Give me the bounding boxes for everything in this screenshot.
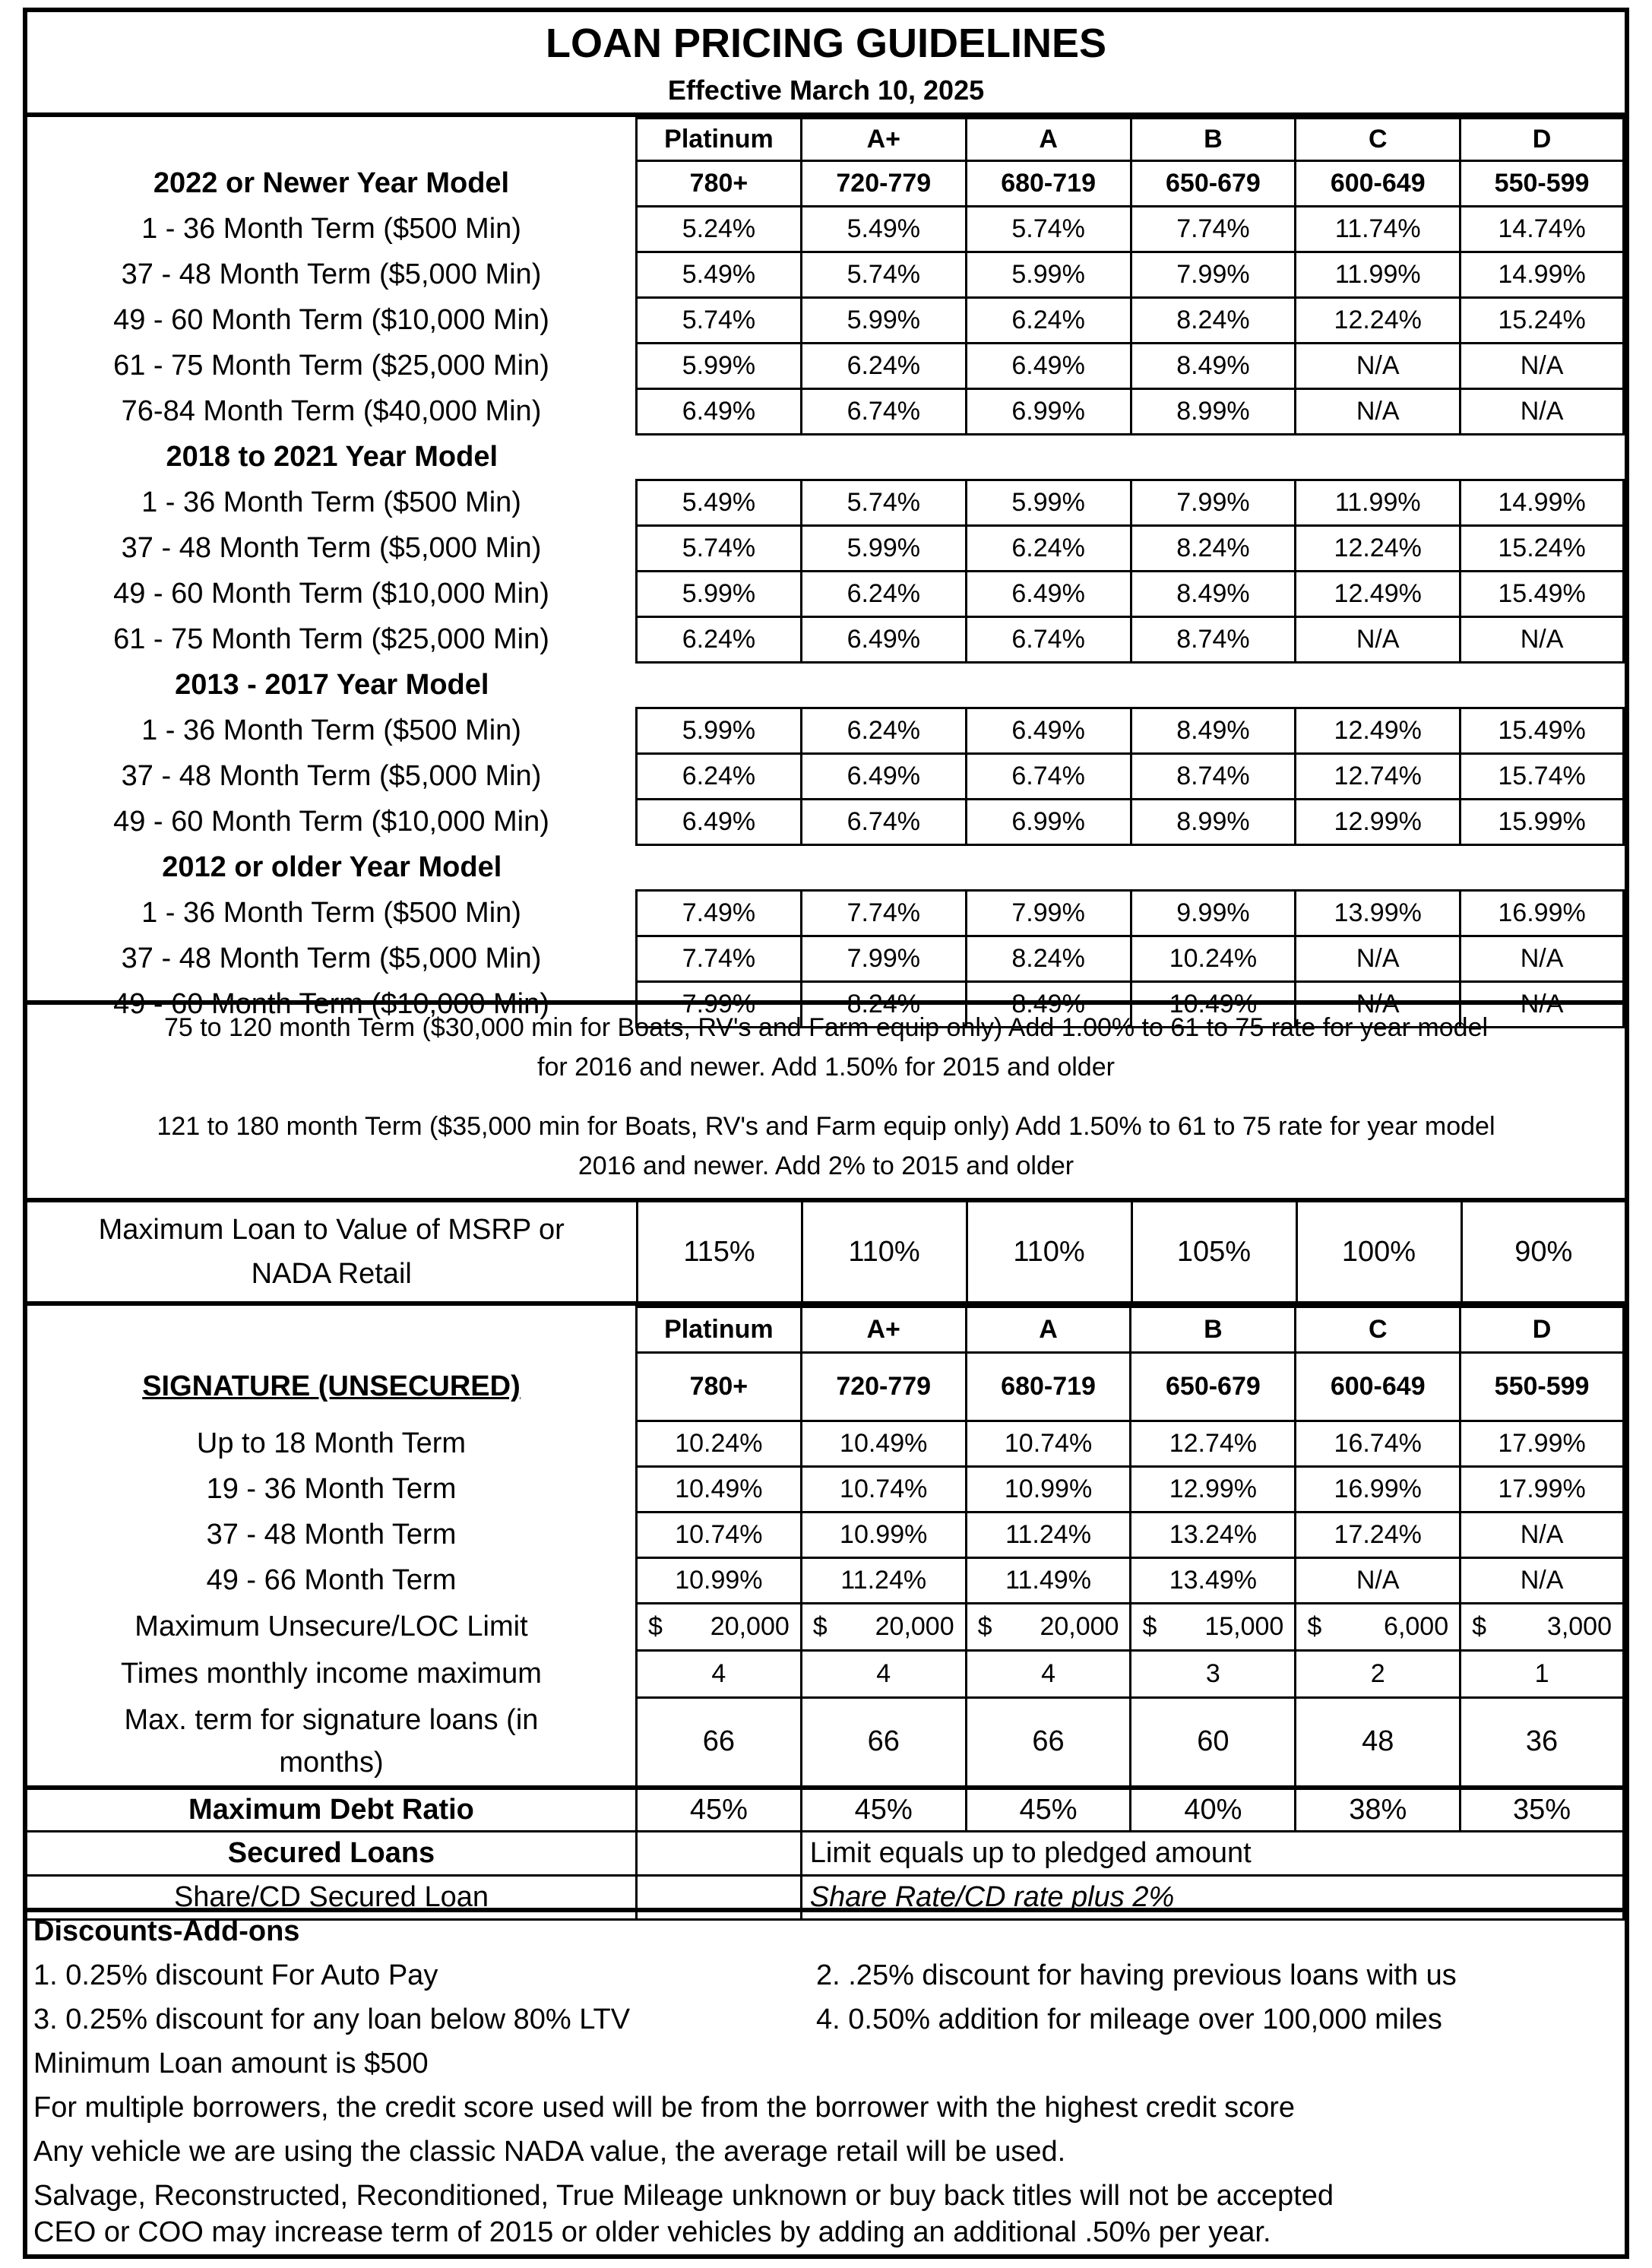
secured-loans-label: Secured Loans xyxy=(27,1832,636,1876)
tier-header: C xyxy=(1296,119,1461,161)
rate-cell: 7.74% xyxy=(1131,207,1296,252)
rate-cell: 11.24% xyxy=(966,1513,1131,1558)
ltv-label-line: Maximum Loan to Value of MSRP or xyxy=(98,1214,565,1246)
rate-cell: 5.99% xyxy=(966,480,1131,526)
rate-cell: N/A xyxy=(1296,389,1461,435)
rate-cell: N/A xyxy=(1296,936,1461,982)
blank-cell xyxy=(966,845,1131,891)
debt-ratio-label: Maximum Debt Ratio xyxy=(27,1788,636,1832)
score-range-header: 780+ xyxy=(637,161,802,207)
rate-cell: 8.24% xyxy=(1131,298,1296,344)
max-term-value: 66 xyxy=(801,1698,966,1788)
rate-cell: 6.24% xyxy=(966,298,1131,344)
rate-cell: 6.49% xyxy=(966,344,1131,389)
blank-cell xyxy=(1296,845,1461,891)
rate-cell: 15.49% xyxy=(1461,572,1624,617)
table-row xyxy=(27,1421,1624,1467)
limit-value: 6,000 xyxy=(1384,1612,1449,1641)
rate-cell: 15.49% xyxy=(1461,708,1624,754)
term-label: 61 - 75 Month Term ($25,000 Min) xyxy=(113,350,549,382)
rate-cell: N/A xyxy=(1461,617,1624,663)
rate-cell: 12.99% xyxy=(1131,1467,1296,1513)
currency-symbol: $ xyxy=(1307,1612,1322,1641)
rate-cell: 15.24% xyxy=(1461,526,1624,572)
term-label: 19 - 36 Month Term xyxy=(206,1473,457,1505)
ltv-table xyxy=(27,1202,1625,1301)
section-heading: 2022 or Newer Year Model xyxy=(153,167,510,199)
currency-symbol: $ xyxy=(647,1612,663,1641)
rate-cell: 6.74% xyxy=(801,800,966,845)
ltv-value: 115% xyxy=(637,1202,802,1301)
rate-cell: 15.99% xyxy=(1461,800,1624,845)
term-label: 49 - 60 Month Term ($10,000 Min) xyxy=(113,988,549,1020)
rate-cell: 17.99% xyxy=(1461,1421,1624,1467)
note-line: Salvage, Reconstructed, Reconditioned, True Mileage unknown or buy back titles will not be accepted xyxy=(33,2180,1334,2212)
rate-cell: N/A xyxy=(1296,344,1461,389)
blank-cell xyxy=(637,435,802,480)
ltv-value: 110% xyxy=(967,1202,1131,1301)
rate-cell: 10.24% xyxy=(1131,936,1296,982)
ltv-value: 100% xyxy=(1296,1202,1461,1301)
rate-cell: 5.74% xyxy=(801,480,966,526)
table-row xyxy=(27,1513,1624,1558)
discount-item: 3. 0.25% discount for any loan below 80% LTV xyxy=(33,2004,631,2035)
blank-cell xyxy=(1461,845,1624,891)
limit-cell xyxy=(966,1604,1131,1651)
blank-cell xyxy=(1296,663,1461,708)
rate-cell: 8.74% xyxy=(1131,617,1296,663)
rate-cell: 6.49% xyxy=(801,754,966,800)
rate-cell: 16.99% xyxy=(1461,891,1624,936)
rate-cell: 6.74% xyxy=(801,389,966,435)
rate-cell: 5.99% xyxy=(637,708,802,754)
term-label: 76-84 Month Term ($40,000 Min) xyxy=(121,395,542,427)
table-row xyxy=(27,252,1624,298)
score-range-header: 600-649 xyxy=(1296,161,1461,207)
rate-cell: 10.99% xyxy=(636,1558,801,1604)
note-line: Any vehicle we are using the classic NADA value, the average retail will be used. xyxy=(33,2136,1066,2168)
tier-header: Platinum xyxy=(636,1307,801,1353)
rate-cell: 10.49% xyxy=(1131,982,1296,1028)
score-range-header: 720-779 xyxy=(801,1353,966,1421)
loan-pricing-document xyxy=(23,8,1629,2259)
rate-cell: 6.49% xyxy=(801,617,966,663)
max-term-label xyxy=(27,1698,636,1788)
long-term-note-2-line2: 2016 and newer. Add 2% to 2015 and older xyxy=(578,1151,1074,1180)
table-row xyxy=(27,1353,1624,1421)
table-row xyxy=(27,1698,1624,1788)
rate-cell: 9.99% xyxy=(1131,891,1296,936)
blank-cell xyxy=(27,119,637,161)
debt-ratio-value: 40% xyxy=(1131,1788,1296,1832)
ltv-label xyxy=(27,1202,637,1301)
rate-cell: 8.49% xyxy=(966,982,1131,1028)
debt-ratio-value: 35% xyxy=(1461,1788,1624,1832)
tier-header: Platinum xyxy=(637,119,802,161)
rate-cell: 14.99% xyxy=(1461,480,1624,526)
rate-cell: 11.49% xyxy=(966,1558,1131,1604)
rate-cell: 5.49% xyxy=(637,480,802,526)
rate-cell: 11.99% xyxy=(1296,480,1461,526)
rate-cell: N/A xyxy=(1296,1558,1461,1604)
table-row xyxy=(27,663,1624,708)
max-term-value: 66 xyxy=(636,1698,801,1788)
table-row xyxy=(27,1788,1624,1832)
table-row xyxy=(27,708,1624,754)
rate-cell: 15.24% xyxy=(1461,298,1624,344)
term-label: 61 - 75 Month Term ($25,000 Min) xyxy=(113,623,549,655)
term-label: Up to 18 Month Term xyxy=(196,1427,467,1459)
blank-cell xyxy=(1131,845,1296,891)
currency-symbol: $ xyxy=(1142,1612,1157,1641)
rate-cell: 8.24% xyxy=(1131,526,1296,572)
rate-cell: 12.24% xyxy=(1296,298,1461,344)
limit-cell xyxy=(1131,1604,1296,1651)
table-row xyxy=(27,119,1624,161)
rate-cell: 8.49% xyxy=(1131,572,1296,617)
ltv-value: 110% xyxy=(802,1202,967,1301)
divider xyxy=(27,1908,1625,1912)
rate-cell: 7.74% xyxy=(801,891,966,936)
term-label: 37 - 48 Month Term ($5,000 Min) xyxy=(121,532,542,564)
limit-cell xyxy=(636,1604,801,1651)
rate-cell: 6.49% xyxy=(637,389,802,435)
rate-cell: 17.99% xyxy=(1461,1467,1624,1513)
rate-cell: N/A xyxy=(1461,936,1624,982)
currency-symbol: $ xyxy=(1472,1612,1487,1641)
rate-cell: 6.74% xyxy=(966,754,1131,800)
table-row xyxy=(27,1876,1624,1920)
rate-cell: 10.49% xyxy=(801,1421,966,1467)
table-row xyxy=(27,1558,1624,1604)
rate-cell: 10.74% xyxy=(801,1467,966,1513)
income-multiple: 3 xyxy=(1131,1651,1296,1698)
table-row xyxy=(27,1307,1624,1353)
table-row xyxy=(27,1832,1624,1876)
signature-rate-table xyxy=(27,1306,1625,1921)
table-row xyxy=(27,936,1624,982)
table-row xyxy=(27,1467,1624,1513)
score-range-header: 720-779 xyxy=(801,161,966,207)
term-label: 1 - 36 Month Term ($500 Min) xyxy=(141,213,521,245)
long-term-note-1-line2: for 2016 and newer. Add 1.50% for 2015 and older xyxy=(537,1053,1115,1082)
section-heading: 2018 to 2021 Year Model xyxy=(166,441,498,473)
rate-cell: 8.49% xyxy=(1131,344,1296,389)
blank-cell xyxy=(1461,435,1624,480)
rate-cell: 7.99% xyxy=(966,891,1131,936)
rate-cell: 6.99% xyxy=(966,800,1131,845)
rate-cell: 7.99% xyxy=(801,936,966,982)
term-label: 1 - 36 Month Term ($500 Min) xyxy=(141,714,521,746)
rate-cell: N/A xyxy=(1296,982,1461,1028)
term-label: 37 - 48 Month Term ($5,000 Min) xyxy=(121,760,542,792)
rate-cell: 5.49% xyxy=(801,207,966,252)
blank-cell xyxy=(27,1307,636,1353)
rate-cell: N/A xyxy=(1461,1513,1624,1558)
rate-cell: 10.24% xyxy=(636,1421,801,1467)
rate-cell: 13.99% xyxy=(1296,891,1461,936)
currency-symbol: $ xyxy=(812,1612,828,1641)
blank-cell xyxy=(1296,435,1461,480)
score-range-header: 550-599 xyxy=(1461,161,1624,207)
section-heading: 2013 - 2017 Year Model xyxy=(175,669,489,701)
blank-cell xyxy=(637,845,802,891)
rate-cell: 17.24% xyxy=(1296,1513,1461,1558)
term-label: 49 - 60 Month Term ($10,000 Min) xyxy=(113,806,549,838)
blank-cell xyxy=(636,1832,801,1876)
rate-cell: 6.24% xyxy=(637,617,802,663)
score-range-header: 780+ xyxy=(636,1353,801,1421)
limit-cell xyxy=(1296,1604,1461,1651)
rate-cell: 7.99% xyxy=(1131,252,1296,298)
table-row xyxy=(27,572,1624,617)
rate-cell: 14.99% xyxy=(1461,252,1624,298)
rate-cell: 6.74% xyxy=(966,617,1131,663)
score-range-header: 650-679 xyxy=(1131,161,1296,207)
rate-cell: 6.49% xyxy=(966,708,1131,754)
max-term-value: 60 xyxy=(1131,1698,1296,1788)
rate-cell: 12.74% xyxy=(1296,754,1461,800)
score-range-header: 680-719 xyxy=(966,1353,1131,1421)
tier-header: A xyxy=(966,119,1131,161)
rate-cell: 5.74% xyxy=(637,298,802,344)
rate-cell: 6.24% xyxy=(801,708,966,754)
term-label: 37 - 48 Month Term ($5,000 Min) xyxy=(121,942,542,974)
ltv-value: 105% xyxy=(1131,1202,1296,1301)
blank-cell xyxy=(1131,663,1296,708)
rate-cell: 15.74% xyxy=(1461,754,1624,800)
rate-cell: 8.99% xyxy=(1131,800,1296,845)
rate-cell: 5.74% xyxy=(966,207,1131,252)
term-label: 1 - 36 Month Term ($500 Min) xyxy=(141,897,521,929)
term-label: 37 - 48 Month Term ($5,000 Min) xyxy=(121,258,542,290)
score-range-header: 680-719 xyxy=(966,161,1131,207)
rate-cell: 5.74% xyxy=(801,252,966,298)
limit-value: 20,000 xyxy=(710,1612,790,1641)
limit-label: Maximum Unsecure/LOC Limit xyxy=(135,1611,528,1642)
section-heading: 2012 or older Year Model xyxy=(162,851,502,883)
income-multiple: 1 xyxy=(1461,1651,1624,1698)
rate-cell: 11.24% xyxy=(801,1558,966,1604)
rate-cell: 16.74% xyxy=(1296,1421,1461,1467)
rate-cell: 5.99% xyxy=(801,298,966,344)
rate-cell: 8.49% xyxy=(1131,708,1296,754)
rate-cell: 10.74% xyxy=(966,1421,1131,1467)
rate-cell: 6.49% xyxy=(966,572,1131,617)
tier-header: B xyxy=(1131,119,1296,161)
table-row xyxy=(27,1651,1624,1698)
rate-cell: 7.99% xyxy=(637,982,802,1028)
rate-cell: 8.24% xyxy=(966,936,1131,982)
rate-cell: 5.99% xyxy=(637,344,802,389)
limit-value: 15,000 xyxy=(1204,1612,1284,1641)
rate-cell: 12.49% xyxy=(1296,572,1461,617)
discount-item: 4. 0.50% addition for mileage over 100,000 miles xyxy=(816,2004,1442,2035)
table-row xyxy=(27,435,1624,480)
rate-cell: 10.74% xyxy=(636,1513,801,1558)
discounts-heading: Discounts-Add-ons xyxy=(33,1915,300,1947)
ltv-row xyxy=(27,1202,1625,1301)
term-label: 37 - 48 Month Term xyxy=(206,1519,457,1551)
table-row xyxy=(27,891,1624,936)
max-term-label-line: months) xyxy=(279,1747,384,1779)
rate-cell: 12.24% xyxy=(1296,526,1461,572)
debt-ratio-value: 45% xyxy=(801,1788,966,1832)
discount-item: 2. .25% discount for having previous loans with us xyxy=(816,1959,1457,1991)
income-multiple: 2 xyxy=(1296,1651,1461,1698)
term-label: 49 - 66 Month Term xyxy=(206,1564,457,1596)
rate-cell: 5.49% xyxy=(637,252,802,298)
max-term-value: 66 xyxy=(966,1698,1131,1788)
tier-header: A xyxy=(966,1307,1131,1353)
rate-cell: N/A xyxy=(1296,617,1461,663)
limit-cell xyxy=(801,1604,966,1651)
score-range-header: 600-649 xyxy=(1296,1353,1461,1421)
rate-cell: 5.99% xyxy=(637,572,802,617)
table-row xyxy=(27,617,1624,663)
rate-cell: 12.74% xyxy=(1131,1421,1296,1467)
page-title: LOAN PRICING GUIDELINES xyxy=(545,21,1107,66)
share-cd-label: Share/CD Secured Loan xyxy=(27,1876,636,1920)
blank-cell xyxy=(636,1876,801,1920)
rate-cell: 8.99% xyxy=(1131,389,1296,435)
blank-cell xyxy=(637,663,802,708)
rate-cell: 6.24% xyxy=(801,344,966,389)
blank-cell xyxy=(1131,435,1296,480)
debt-ratio-value: 45% xyxy=(966,1788,1131,1832)
max-term-value: 48 xyxy=(1296,1698,1461,1788)
score-range-header: 650-679 xyxy=(1131,1353,1296,1421)
debt-ratio-value: 45% xyxy=(636,1788,801,1832)
rate-cell: 10.99% xyxy=(801,1513,966,1558)
discount-item: 1. 0.25% discount For Auto Pay xyxy=(33,1959,438,1991)
term-label: 1 - 36 Month Term ($500 Min) xyxy=(141,486,521,518)
term-label: 49 - 60 Month Term ($10,000 Min) xyxy=(113,304,549,336)
blank-cell xyxy=(966,663,1131,708)
table-row xyxy=(27,161,1624,207)
income-label: Times monthly income maximum xyxy=(121,1658,542,1690)
table-row xyxy=(27,344,1624,389)
rate-cell: 7.74% xyxy=(637,936,802,982)
long-term-note-2-line1: 121 to 180 month Term ($35,000 min for Boats, RV's and Farm equip only) Add 1.50% to 61 to 75 rate for year model xyxy=(157,1112,1495,1141)
table-row xyxy=(27,845,1624,891)
table-row xyxy=(27,207,1624,252)
income-multiple: 4 xyxy=(636,1651,801,1698)
signature-heading: SIGNATURE (UNSECURED) xyxy=(142,1370,521,1402)
limit-value: 3,000 xyxy=(1546,1612,1612,1641)
table-row xyxy=(27,754,1624,800)
blank-cell xyxy=(966,435,1131,480)
ltv-value: 90% xyxy=(1461,1202,1625,1301)
long-term-note-1-line1: 75 to 120 month Term ($30,000 min for Boats, RV's and Farm equip only) Add 1.00% to 61 to 75 rate for year model xyxy=(163,1013,1489,1042)
rate-cell: 16.99% xyxy=(1296,1467,1461,1513)
rate-cell: 8.24% xyxy=(801,982,966,1028)
rate-cell: 12.49% xyxy=(1296,708,1461,754)
tier-header: B xyxy=(1131,1307,1296,1353)
rate-cell: 5.24% xyxy=(637,207,802,252)
table-row xyxy=(27,526,1624,572)
tier-header: A+ xyxy=(801,119,966,161)
vehicle-rate-table xyxy=(27,117,1625,1028)
currency-symbol: $ xyxy=(977,1612,992,1641)
rate-cell: N/A xyxy=(1461,982,1624,1028)
income-multiple: 4 xyxy=(801,1651,966,1698)
rate-cell: 12.99% xyxy=(1296,800,1461,845)
note-line: Minimum Loan amount is $500 xyxy=(33,2048,429,2080)
limit-value: 20,000 xyxy=(1040,1612,1119,1641)
note-line: CEO or COO may increase term of 2015 or older vehicles by adding an additional .50% per year. xyxy=(33,2216,1271,2248)
rate-cell: 5.99% xyxy=(966,252,1131,298)
score-range-header: 550-599 xyxy=(1461,1353,1624,1421)
rate-cell: 13.24% xyxy=(1131,1513,1296,1558)
table-row xyxy=(27,298,1624,344)
effective-date: Effective March 10, 2025 xyxy=(667,74,985,106)
rate-cell: 11.74% xyxy=(1296,207,1461,252)
rate-cell: 5.74% xyxy=(637,526,802,572)
divider xyxy=(27,1000,1625,1005)
rate-cell: 11.99% xyxy=(1296,252,1461,298)
rate-cell: 6.24% xyxy=(966,526,1131,572)
rate-cell: 6.24% xyxy=(637,754,802,800)
limit-value: 20,000 xyxy=(875,1612,954,1641)
blank-cell xyxy=(1461,663,1624,708)
rate-cell: N/A xyxy=(1461,1558,1624,1604)
blank-cell xyxy=(801,435,966,480)
term-label: 49 - 60 Month Term ($10,000 Min) xyxy=(113,578,549,610)
tier-header: D xyxy=(1461,1307,1624,1353)
tier-header: D xyxy=(1461,119,1624,161)
rate-cell: 6.24% xyxy=(801,572,966,617)
rate-cell: 6.99% xyxy=(966,389,1131,435)
share-cd-value: Share Rate/CD rate plus 2% xyxy=(801,1876,1623,1920)
debt-ratio-value: 38% xyxy=(1296,1788,1461,1832)
rate-cell: 7.49% xyxy=(637,891,802,936)
note-line: For multiple borrowers, the credit score used will be from the borrower with the highest credit score xyxy=(33,2092,1296,2124)
table-row xyxy=(27,480,1624,526)
rate-cell: N/A xyxy=(1461,344,1624,389)
rate-cell: 6.49% xyxy=(637,800,802,845)
table-row xyxy=(27,800,1624,845)
rate-cell: 8.74% xyxy=(1131,754,1296,800)
rate-cell: 14.74% xyxy=(1461,207,1624,252)
rate-cell: 10.49% xyxy=(636,1467,801,1513)
table-row xyxy=(27,389,1624,435)
blank-cell xyxy=(801,663,966,708)
rate-cell: 7.99% xyxy=(1131,480,1296,526)
ltv-label-line: NADA Retail xyxy=(251,1258,412,1290)
max-term-value: 36 xyxy=(1461,1698,1624,1788)
blank-cell xyxy=(801,845,966,891)
tier-header: C xyxy=(1296,1307,1461,1353)
table-row xyxy=(27,1604,1624,1651)
rate-cell: N/A xyxy=(1461,389,1624,435)
tier-header: A+ xyxy=(801,1307,966,1353)
max-term-label-line: Max. term for signature loans (in xyxy=(124,1704,539,1736)
limit-cell xyxy=(1461,1604,1624,1651)
rate-cell: 10.99% xyxy=(966,1467,1131,1513)
secured-loans-value: Limit equals up to pledged amount xyxy=(801,1832,1623,1876)
income-multiple: 4 xyxy=(966,1651,1131,1698)
rate-cell: 13.49% xyxy=(1131,1558,1296,1604)
rate-cell: 5.99% xyxy=(801,526,966,572)
